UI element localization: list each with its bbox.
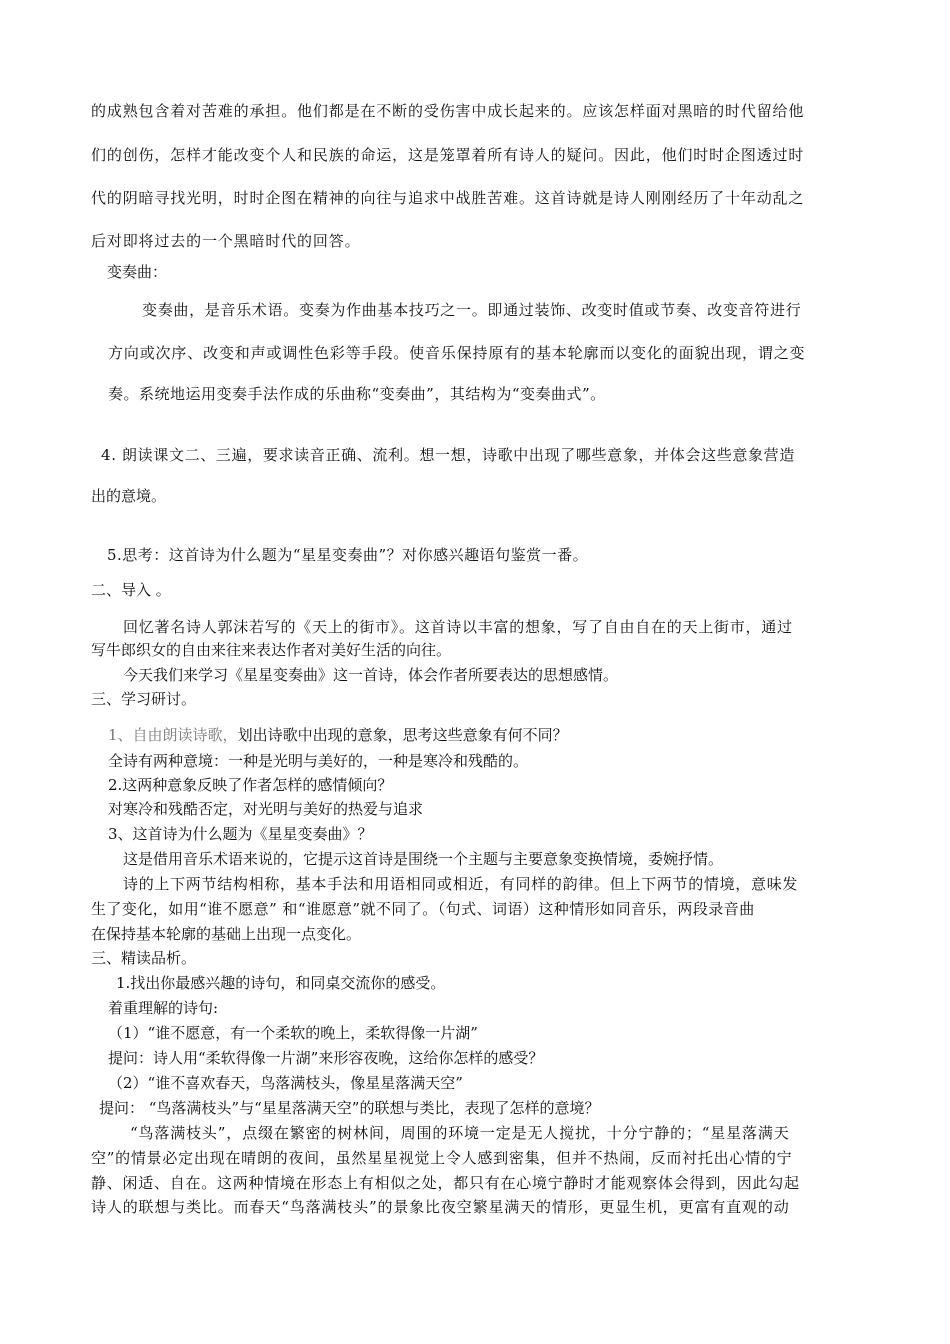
text-line: 回忆著名诗人郭沫若写的《天上的街市》。这首诗以丰富的想象，写了自由自在的天上街市，通过	[123, 618, 793, 636]
text-line: 出的意境。	[91, 487, 167, 505]
text-line: 生了变化，如用“谁不愿意” 和“谁愿意”就不同了。（句式、词语）这种情形如同音乐，两段录音曲	[91, 900, 755, 918]
text-line: 的成熟包含着对苦难的承担。他们都是在不断的受伤害中成长起来的。应该怎样面对黑暗的时代留给他	[91, 102, 805, 120]
section-heading: 三、学习研讨。	[91, 690, 197, 708]
text-line	[108, 725, 568, 745]
text-line: 诗的上下两节结构相称，基本手法和用语相同或相近，有同样的韵律。但上下两节的情境，意味发	[123, 875, 799, 893]
text-line: “鸟落满枝头”，点缀在繁密的树林间，周围的环境一定是无人搅扰，十分宁静的；“星星落满天	[130, 1124, 790, 1142]
section-heading: 三、精读品析。	[91, 949, 197, 967]
text-line: 5.思考：这首诗为什么题为“星星变奏曲”？对你感兴趣语句鉴赏一番。	[107, 546, 589, 564]
list-number: 1、	[108, 726, 133, 744]
section-heading: 变奏曲：	[107, 263, 168, 281]
text-line: 代的阴暗寻找光明，时时企图在精神的向往与追求中战胜苦难。这首诗就是诗人刚刚经历了十年动乱之	[91, 189, 805, 207]
text-line: 变奏曲，是音乐术语。变奏为作曲基本技巧之一。即通过装饰、改变时值或节奏、改变音符进行	[142, 301, 802, 319]
text-line: 4. 朗读课文二、三遍，要求读音正确、流利。想一想，诗歌中出现了哪些意象，并体会这些意象营造	[101, 446, 795, 464]
text-line: 静、闲适、自在。这两种情境在形态上有相似之处，都只有在心境宁静时才能观察体会得到，因此勾起	[91, 1174, 800, 1192]
text-line: 今天我们来学习《星星变奏曲》这一首诗，体会作者所要表达的思想感情。	[123, 666, 619, 684]
text-line: 方向或次序、改变和声或调性色彩等手段。使音乐保持原有的基本轮廓而以变化的面貌出现，谓之变	[108, 344, 806, 362]
text-line: 写牛郎织女的自由来往来表达作者对美好生活的向往。	[91, 641, 452, 659]
text-line: 1.找出你最感兴趣的诗句，和同桌交流你的感受。	[116, 974, 446, 992]
text-line: 空”的情景必定出现在晴朗的夜间，虽然星星视觉上令人感到密集，但并不热闹，反而衬托出心情的宁	[91, 1149, 793, 1167]
text-line: 着重理解的诗句:	[108, 999, 219, 1017]
text-line: 在保持基本轮廓的基础上出现一点变化。	[91, 925, 362, 943]
text-line: 3、这首诗为什么题为《星星变奏曲》？	[108, 825, 373, 843]
text-line: 对寒冷和残酷否定，对光明与美好的热爱与追求	[108, 800, 424, 818]
text-line: 全诗有两种意境：一种是光明与美好的，一种是寒冷和残酷的。	[108, 752, 529, 770]
text-line: 后对即将过去的一个黑暗时代的回答。	[91, 232, 361, 250]
text-line: 提问： “鸟落满枝头”与“星星落满天空”的联想与类比，表现了怎样的意境？	[99, 1099, 600, 1117]
highlighted-text: 自由朗读诗歌，	[132, 726, 238, 744]
text-line: 诗人的联想与类比。而春天“鸟落满枝头”的景象比夜空繁星满天的情形，更显生机，更富有直观的动	[91, 1198, 790, 1216]
text-line: （1）“谁不愿意，有一个柔软的晚上，柔软得像一片湖”	[108, 1024, 478, 1042]
text-line: （2）“谁不喜欢春天，鸟落满枝头，像星星落满天空”	[108, 1074, 463, 1092]
text-line: 们的创伤，怎样才能改变个人和民族的命运，这是笼罩着所有诗人的疑问。因此，他们时时企图透过时	[91, 146, 805, 164]
text-line: 提问：诗人用“柔软得像一片湖”来形容夜晚，这给你怎样的感受？	[108, 1049, 544, 1067]
text-line: 2.这两种意象反映了作者怎样的感情倾向？	[108, 776, 393, 794]
text-line: 这是借用音乐术语来说的，它提示这首诗是围绕一个主题与主要意象变换情境，委婉抒情。	[123, 850, 724, 868]
text-line: 奏。系统地运用变奏手法作成的乐曲称“变奏曲”，其结构为“变奏曲式”。	[108, 385, 606, 403]
text-segment: 划出诗歌中出现的意象，思考这些意象有何不同？	[237, 726, 568, 744]
section-heading: 二、导入 。	[91, 581, 171, 599]
